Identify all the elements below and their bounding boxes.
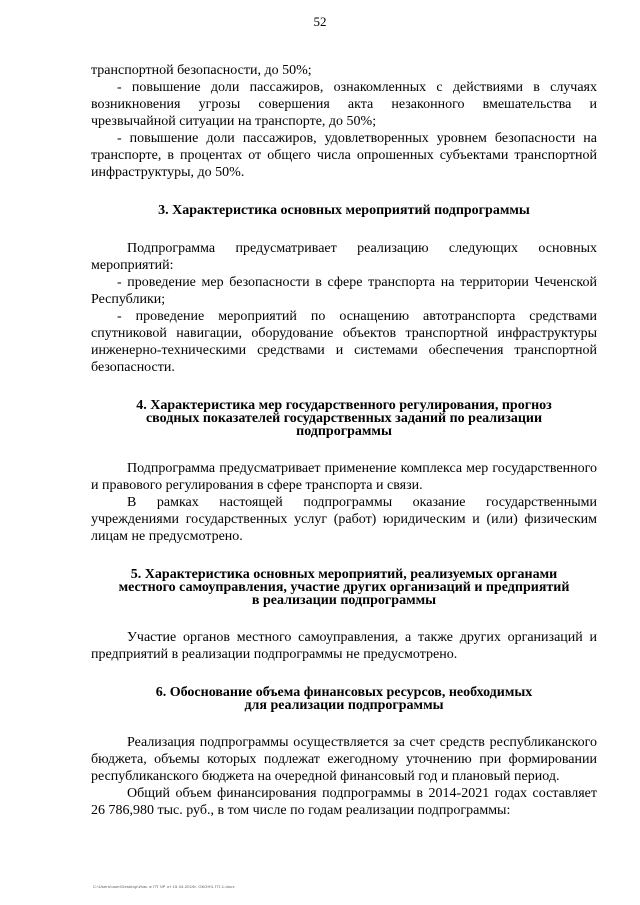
paragraph: - повышение доли пассажиров, ознакомленных с действиями в случаях возникновения угрозы совершения акта незаконного вмешательства и чрезвычайной ситуации на транспорте, до 50%; — [91, 80, 597, 129]
paragraph: Подпрограмма предусматривает реализацию следующих основных мероприятий: — [91, 241, 597, 273]
paragraph: транспортной безопасности, до 50%; — [91, 63, 312, 78]
page-number: 52 — [313, 14, 327, 29]
file-path-footer: С:\Users\user\Desktop\Изм. в ГП ЧР от 15.04.2019г. ОКОНЧ.ГП-1.docx — [93, 884, 235, 889]
section-heading — [91, 686, 597, 712]
paragraph: В рамках настоящей подпрограммы оказание государственными учреждениями государственных услуг (работ) юридическим и (или) физическим лицам не предусмотрено. — [91, 495, 597, 544]
heading-line: подпрограммы — [296, 424, 392, 439]
section-heading — [91, 568, 597, 607]
document-body — [91, 62, 597, 819]
paragraph: Реализация подпрограммы осуществляется за счет средств республиканского бюджета, объемы которых подлежат ежегодному уточнению при формировании республиканского бюджета на очередной финансовый год и плановый период. — [91, 735, 597, 784]
heading-line: для реализации подпрограммы — [244, 698, 444, 713]
paragraph: - проведение мер безопасности в сфере транспорта на территории Чеченской Республики; — [91, 275, 597, 307]
heading-line: 5. Характеристика основных мероприятий, реализуемых органами — [130, 567, 558, 582]
paragraph: Участие органов местного самоуправления, а также других организаций и предприятий в реализации подпрограммы не предусмотрено. — [91, 630, 597, 662]
heading-line: местного самоуправления, участие других организаций и предприятий — [118, 580, 570, 595]
section-heading: 3. Характеристика основных мероприятий подпрограммы — [158, 203, 530, 218]
section-heading — [91, 399, 597, 438]
heading-line: сводных показателей государственных заданий по реализации — [145, 411, 543, 426]
paragraph: Подпрограмма предусматривает применение комплекса мер государственного и правового регулирования в сфере транспорта и связи. — [91, 461, 597, 493]
paragraph: - повышение доли пассажиров, удовлетворенных уровнем безопасности на транспорте, в процентах от общего числа опрошенных субъектами транспортной инфраструктуры, до 50%. — [91, 131, 597, 180]
paragraph: Общий объем финансирования подпрограммы в 2014-2021 годах составляет 26 786,980 тыс. руб., в том числе по годам реализации подпрограммы: — [91, 786, 597, 818]
heading-line: в реализации подпрограммы — [251, 593, 437, 608]
heading-line: 6. Обоснование объема финансовых ресурсов, необходимых — [155, 685, 533, 700]
paragraph: - проведение мероприятий по оснащению автотранспорта средствами спутниковой навигации, оборудование объектов транспортной инфраструктуры инженерно-техническими средствами и системами обеспечения транспортной безопасности. — [91, 309, 597, 375]
heading-line: 4. Характеристика мер государственного регулирования, прогноз — [136, 398, 552, 413]
